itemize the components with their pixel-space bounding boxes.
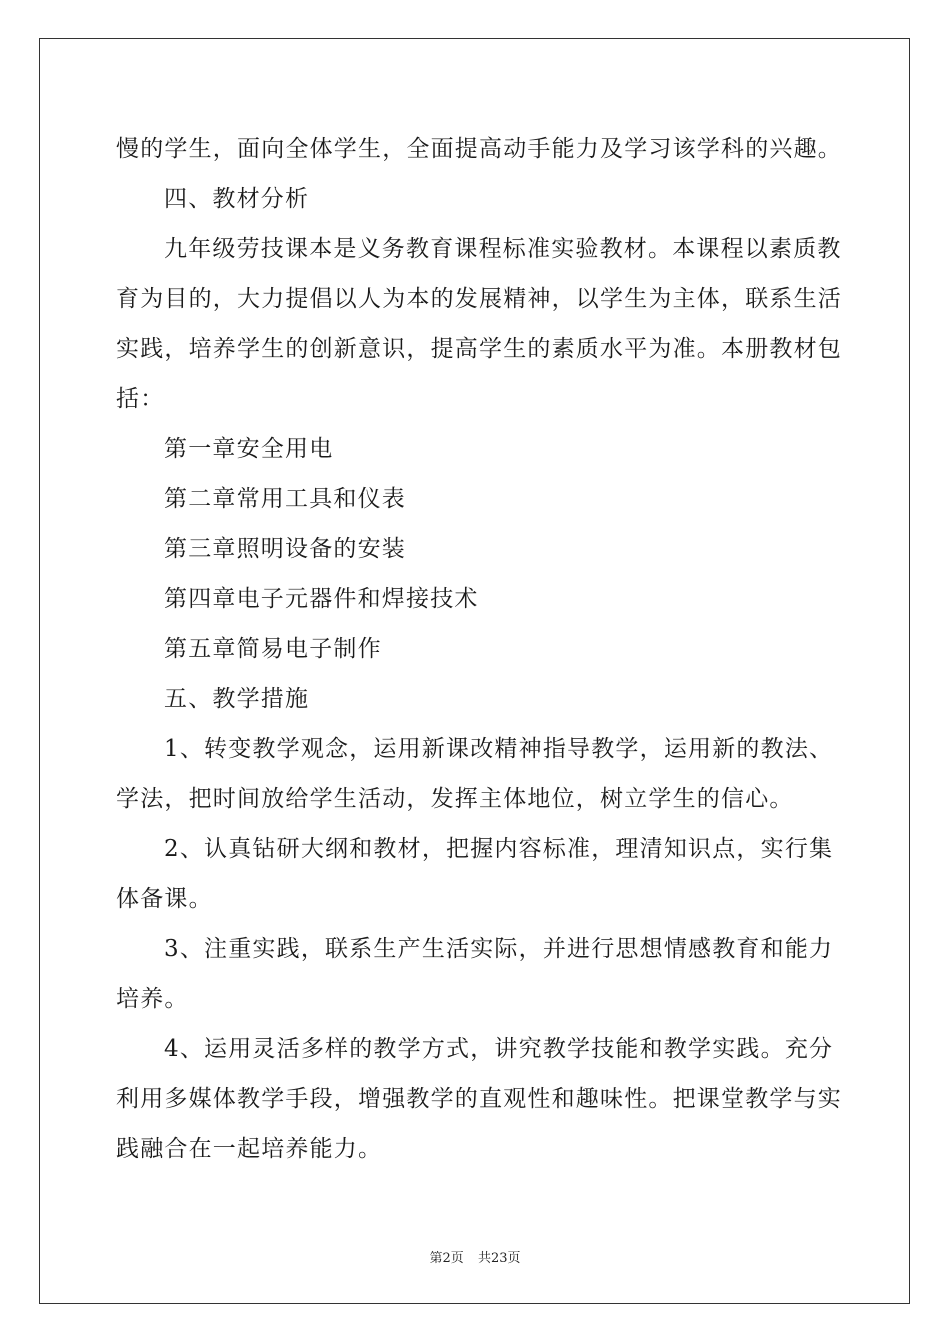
- text-line: 3、注重实践，联系生产生活实际，并进行思想情感教育和能力: [164, 936, 834, 962]
- text-line: 培养。: [116, 986, 189, 1012]
- text-line: 践融合在一起培养能力。: [116, 1136, 383, 1162]
- text-line: 五、教学措施: [164, 686, 310, 712]
- document-body: [116, 124, 842, 1174]
- text-line: 学法，把时间放给学生活动，发挥主体地位，树立学生的信心。: [116, 786, 794, 812]
- text-line: 第一章安全用电: [164, 436, 334, 462]
- text-line: 第四章电子元器件和焊接技术: [164, 586, 479, 612]
- text-line: 九年级劳技课本是义务教育课程标准实验教材。本课程以素质教: [164, 236, 842, 262]
- text-line: 体备课。: [116, 886, 213, 912]
- text-line: 4、运用灵活多样的教学方式，讲究教学技能和教学实践。充分: [164, 1036, 834, 1062]
- text-line: 第三章照明设备的安装: [164, 536, 406, 562]
- page-total: 共23页: [477, 1251, 521, 1266]
- page-footer: [0, 1247, 950, 1266]
- text-line: 慢的学生，面向全体学生，全面提高动手能力及学习该学科的兴趣。: [116, 136, 842, 162]
- text-line: 四、教材分析: [164, 186, 310, 212]
- text-line: 第二章常用工具和仪表: [164, 486, 406, 512]
- text-line: 实践，培养学生的创新意识，提高学生的素质水平为准。本册教材包: [116, 336, 842, 362]
- text-line: 利用多媒体教学手段，增强教学的直观性和趣味性。把课堂教学与实: [116, 1086, 842, 1112]
- text-line: 1、转变教学观念，运用新课改精神指导教学，运用新的教法、: [164, 736, 834, 762]
- text-line: 育为目的，大力提倡以人为本的发展精神，以学生为主体，联系生活: [116, 286, 842, 312]
- text-line: 第五章简易电子制作: [164, 636, 382, 662]
- text-line: 2、认真钻研大纲和教材，把握内容标准，理清知识点，实行集: [164, 836, 834, 862]
- page-number: 第2页: [429, 1251, 464, 1266]
- text-line: 括：: [116, 386, 165, 412]
